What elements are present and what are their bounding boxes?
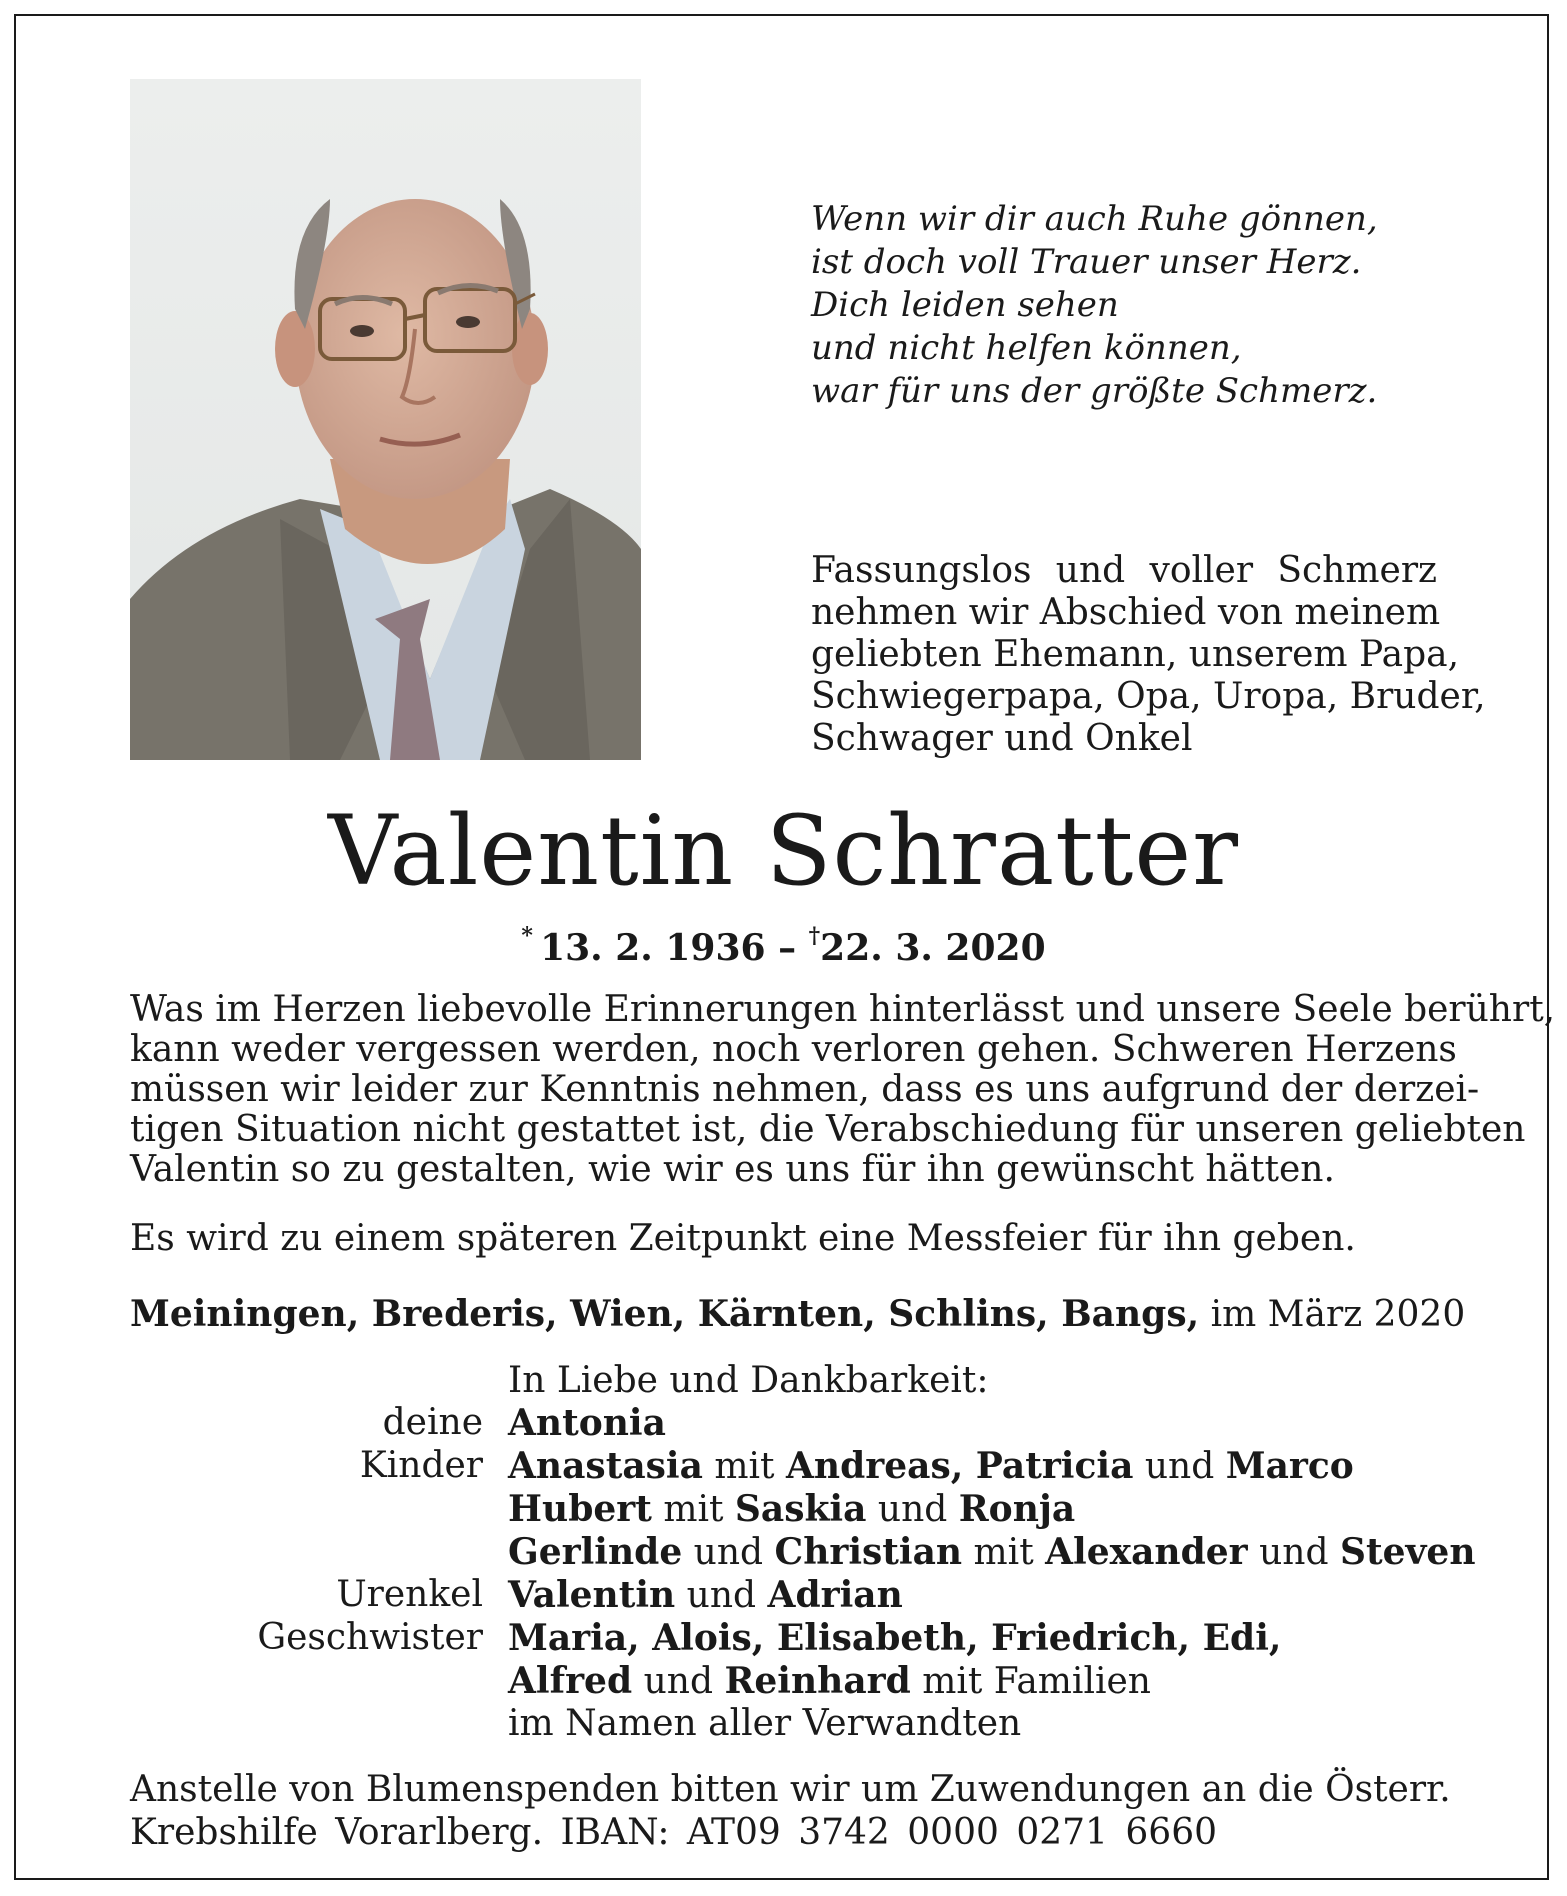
family-name: Steven xyxy=(1339,1531,1476,1573)
family-heading-row xyxy=(130,1360,1450,1402)
date-dash: – xyxy=(778,927,797,969)
family-connector: mit Familien xyxy=(922,1661,1151,1702)
family-row xyxy=(130,1531,1476,1574)
body-line: Valentin so zu gestalten, wie wir es uns für ihn gewünscht hätten. xyxy=(130,1149,1335,1190)
family-label: deine xyxy=(382,1402,483,1443)
body-line: müssen wir leider zur Kenntnis nehmen, dass es uns aufgrund der derzei- xyxy=(130,1069,1480,1110)
family-connector: und xyxy=(1144,1446,1215,1487)
family-name: Valentin xyxy=(508,1574,676,1616)
family-name: Andreas, Patricia xyxy=(785,1445,1134,1487)
family-label: Urenkel xyxy=(336,1574,483,1615)
family-connector: und xyxy=(643,1661,714,1702)
family-name: Adrian xyxy=(767,1574,903,1616)
family-name: Alfred xyxy=(508,1660,633,1702)
family-row xyxy=(130,1445,1450,1488)
birth-date: 13. 2. 1936 xyxy=(540,927,766,969)
family-row xyxy=(130,1703,1450,1745)
family-name: Gerlinde xyxy=(508,1531,683,1573)
memorial-mass-note: Es wird zu einem späteren Zeitpunkt eine Messfeier für ihn geben. xyxy=(130,1218,1356,1259)
family-name: Marco xyxy=(1225,1445,1354,1487)
family-name: Hubert xyxy=(508,1488,652,1530)
family-connector: und xyxy=(877,1489,948,1530)
family-row xyxy=(130,1617,1450,1660)
intro-text xyxy=(811,550,1486,760)
intro-line: Fassungslos und voller Schmerz xyxy=(811,550,1437,591)
family-name: Alexander xyxy=(1045,1531,1248,1573)
family-name: Maria, Alois, Elisabeth, Friedrich, Edi, xyxy=(508,1617,1282,1659)
poem-line: Dich leiden sehen xyxy=(811,285,1119,325)
family-connector: mit xyxy=(714,1446,775,1487)
family-name: Christian xyxy=(774,1531,963,1573)
places-line xyxy=(130,1293,1465,1336)
family-list xyxy=(130,1360,1476,1745)
family-connector: mit xyxy=(973,1532,1034,1573)
intro-line: Schwager und Onkel xyxy=(811,718,1193,759)
poem-line: Wenn wir dir auch Ruhe gönnen, xyxy=(811,199,1378,239)
family-name: Reinhard xyxy=(724,1660,911,1702)
family-name: Ronja xyxy=(958,1488,1076,1530)
poem-line: war für uns der größte Schmerz. xyxy=(811,371,1378,411)
family-connector: mit xyxy=(663,1489,724,1530)
family-label: Geschwister xyxy=(257,1617,483,1658)
poem-line: und nicht helfen können, xyxy=(811,328,1242,368)
death-symbol: † xyxy=(808,923,821,949)
footer-line: Krebshilfe Vorarlberg. IBAN: AT09 3742 0000 0271 6660 xyxy=(130,1812,1218,1853)
poem xyxy=(811,198,1378,413)
body-paragraph xyxy=(130,989,1556,1190)
donation-note xyxy=(130,1768,1451,1854)
intro-line: Schwiegerpapa, Opa, Uropa, Bruder, xyxy=(811,676,1486,717)
family-connector: und xyxy=(686,1575,757,1616)
places-list: Meiningen, Brederis, Wien, Kärnten, Schlins, Bangs, xyxy=(130,1293,1200,1335)
family-row xyxy=(130,1488,1450,1531)
footer-line: Anstelle von Blumenspenden bitten wir um Zuwendungen an die Österr. xyxy=(130,1769,1451,1810)
family-heading: In Liebe und Dankbarkeit: xyxy=(508,1360,989,1401)
family-row xyxy=(130,1402,1450,1445)
intro-line: geliebten Ehemann, unserem Papa, xyxy=(811,634,1460,675)
body-line: tigen Situation nicht gestattet ist, die Verabschiedung für unseren geliebten xyxy=(130,1109,1526,1150)
life-dates xyxy=(0,918,1567,970)
places-date: im März 2020 xyxy=(1210,1294,1466,1335)
body-line: Was im Herzen liebevolle Erinnerungen hinterlässt und unsere Seele berührt, xyxy=(130,989,1556,1030)
family-row xyxy=(130,1660,1450,1703)
family-row xyxy=(130,1574,1450,1617)
family-label: Kinder xyxy=(359,1445,483,1486)
poem-line: ist doch voll Trauer unser Herz. xyxy=(811,242,1362,282)
family-connector: und xyxy=(693,1532,764,1573)
intro-line: nehmen wir Abschied von meinem xyxy=(811,592,1441,633)
birth-symbol: * xyxy=(521,923,533,949)
family-closing: im Namen aller Verwandten xyxy=(508,1703,1022,1744)
deceased-name: Valentin Schratter xyxy=(327,795,1240,907)
family-connector: und xyxy=(1259,1532,1329,1573)
family-name: Anastasia xyxy=(508,1445,703,1487)
portrait-photo xyxy=(130,79,641,760)
family-name: Antonia xyxy=(508,1402,666,1444)
death-date: 22. 3. 2020 xyxy=(820,927,1046,969)
body-line: kann weder vergessen werden, noch verloren gehen. Schweren Herzens xyxy=(130,1029,1457,1070)
family-name: Saskia xyxy=(734,1488,867,1530)
